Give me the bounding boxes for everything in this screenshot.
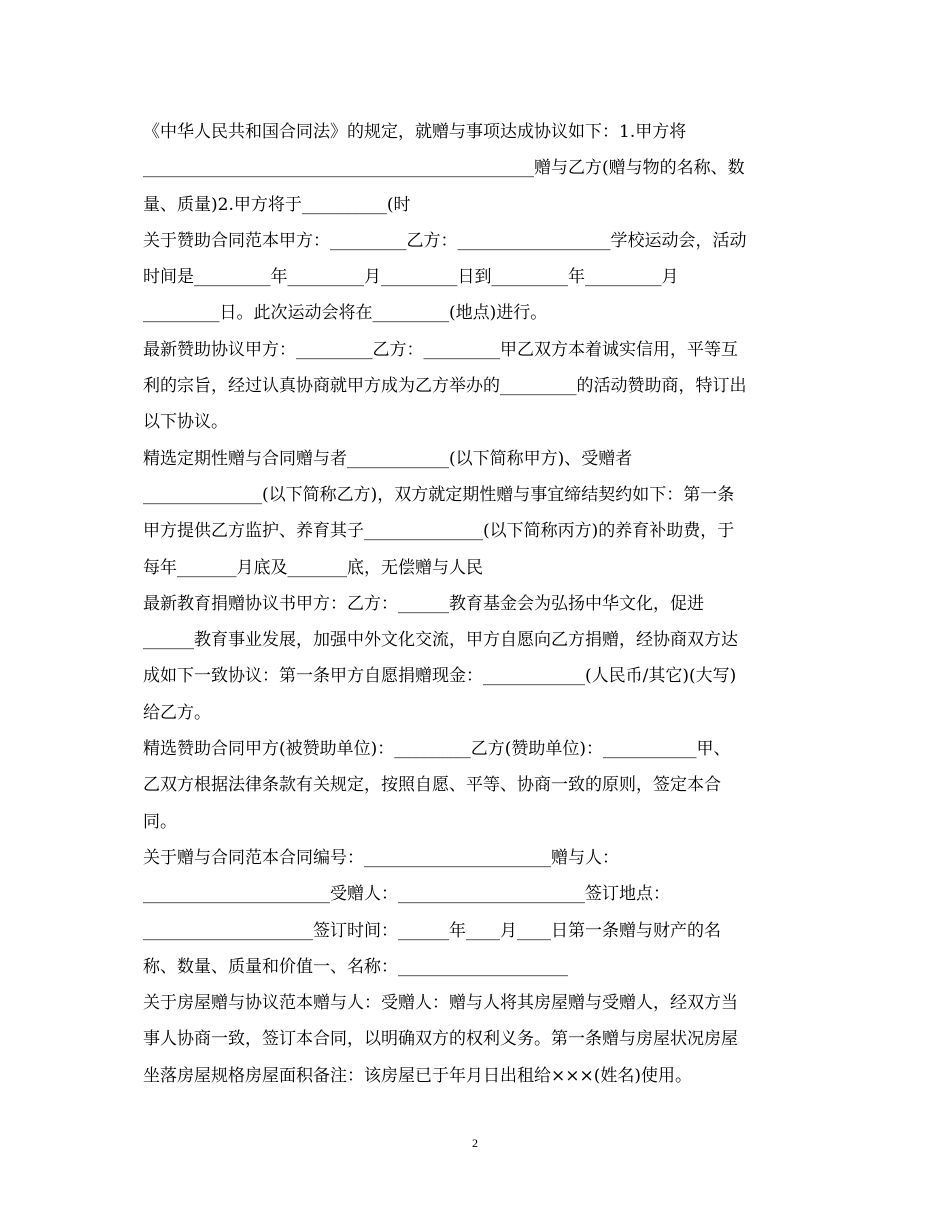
text-line: ______________________________________________赠与乙方(赠与物的名称、数 bbox=[143, 158, 745, 179]
text-line: ______教育事业发展，加强中外文化交流，甲方自愿向乙方捐赠，经协商双方达 bbox=[143, 630, 738, 651]
text-line: 称、数量、质量和价值一、名称：____________________ bbox=[143, 956, 568, 977]
text-line: ______________________受赠人：______________________签订地点： bbox=[143, 884, 670, 905]
text-line: 量、质量)2.甲方将于__________(时 bbox=[143, 194, 411, 215]
text-line: 最新赞助协议甲方：_________乙方：_________甲乙双方本着诚实信用，平等互 bbox=[143, 339, 738, 360]
text-line: 精选定期性赠与合同赠与者____________(以下简称甲方)、受赠者 bbox=[143, 448, 633, 469]
text-line: 关于房屋赠与协议范本赠与人：受赠人：赠与人将其房屋赠与受赠人，经双方当 bbox=[143, 993, 738, 1014]
text-line: 甲方提供乙方监护、养育其子______________(以下简称丙方)的养育补助费，于 bbox=[143, 521, 735, 542]
text-line: 精选赞助合同甲方(被赞助单位)：_________乙方(赞助单位)：___________甲、 bbox=[143, 739, 731, 760]
text-line: 每年_______月底及_______底，无偿赠与人民 bbox=[143, 557, 483, 578]
text-line: 给乙方。 bbox=[143, 702, 211, 723]
document-body bbox=[143, 114, 813, 1094]
text-line: 同。 bbox=[143, 811, 177, 832]
text-line: 最新教育捐赠协议书甲方：乙方：______教育基金会为弘扬中华文化，促进 bbox=[143, 593, 704, 614]
text-line: 利的宗旨，经过认真协商就甲方成为乙方举办的_________的活动赞助商，特订出 bbox=[143, 376, 747, 397]
text-line: 以下协议。 bbox=[143, 412, 228, 433]
text-line: ____________________签订时间：______年____月____日第一条赠与财产的名 bbox=[143, 920, 721, 941]
text-line: ______________(以下简称乙方)，双方就定期性赠与事宜缔结契约如下：第一条 bbox=[143, 484, 735, 505]
text-line: 事人协商一致，签订本合同，以明确双方的权利义务。第一条赠与房屋状况房屋 bbox=[143, 1029, 738, 1050]
page-number: 2 bbox=[472, 1136, 478, 1150]
text-line: 关于赞助合同范本甲方：_________乙方：__________________学校运动会，活动 bbox=[143, 230, 747, 251]
text-line: 成如下一致协议：第一条甲方自愿捐赠现金：____________(人民币/其它)(大写) bbox=[143, 666, 737, 687]
text-line: 关于赠与合同范本合同编号：______________________赠与人： bbox=[143, 847, 619, 868]
text-line: 乙双方根据法律条款有关规定，按照自愿、平等、协商一致的原则，签定本合 bbox=[143, 775, 721, 796]
text-line: _________日。此次运动会将在_________(地点)进行。 bbox=[143, 303, 548, 324]
text-line: 时间是_________年_________月_________日到_________年_________月 bbox=[143, 267, 679, 288]
text-line: 坐落房屋规格房屋面积备注：该房屋已于年月日出租给×××(姓名)使用。 bbox=[143, 1065, 692, 1086]
text-line: 《中华人民共和国合同法》的规定，就赠与事项达成协议如下：1.甲方将 bbox=[143, 122, 687, 142]
